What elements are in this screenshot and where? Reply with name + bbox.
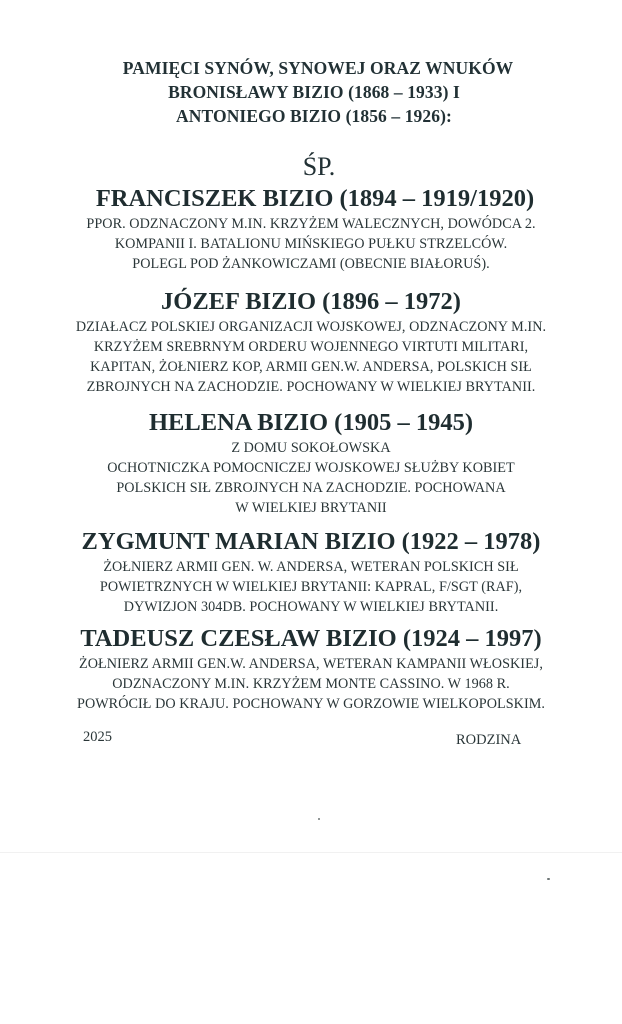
footer-signature: RODZINA [456,732,522,748]
person-entry [0,624,622,714]
person-name: TADEUSZ CZESŁAW BIZIO (1924 – 1997) [80,625,542,652]
person-name: FRANCISZEK BIZIO (1894 – 1919/1920) [95,185,535,212]
description-line: DYWIZJON 304DB. POCHOWANY W WIELKIEJ BRYTANII. [123,599,499,615]
person-description [0,557,622,617]
dedication-header [0,56,622,128]
person-name: HELENA BIZIO (1905 – 1945) [149,409,473,436]
header-line: PAMIĘCI SYNÓW, SYNOWEJ ORAZ WNUKÓW [122,58,514,78]
description-line: POLEGL POD ŻANKOWICZAMI (OBECNIE BIAŁORUŚ). [132,256,490,272]
scan-speck [547,878,550,880]
scan-edge-line [0,852,622,853]
description-line: OCHOTNICZKA POMOCNICZEJ WOJSKOWEJ SŁUŻBY KOBIET [107,460,515,476]
footer-year: 2025 [83,729,112,745]
sp-heading: ŚP. [302,152,336,181]
description-line: ŻOŁNIERZ ARMII GEN. W. ANDERSA, WETERAN POLSKICH SIŁ [103,559,519,575]
header-line: BRONISŁAWY BIZIO (1868 – 1933) I [168,82,460,102]
description-line: ZBROJNYCH NA ZACHODZIE. POCHOWANY W WIELKIEJ BRYTANII. [86,379,536,395]
description-line: W WIELKIEJ BRYTANII [235,500,387,516]
description-line: POWIETRZNYCH W WIELKIEJ BRYTANII: KAPRAL, F/SGT (RAF), [99,579,523,595]
description-line: Z DOMU SOKOŁOWSKA [231,440,391,456]
description-line: ŻOŁNIERZ ARMII GEN.W. ANDERSA, WETERAN KAMPANII WŁOSKIEJ, [79,656,543,672]
person-description [0,317,622,397]
description-line: DZIAŁACZ POLSKIEJ ORGANIZACJI WOJSKOWEJ, ODZNACZONY M.IN. [75,319,547,335]
person-entry [0,184,622,274]
description-line: KOMPANII I. BATALIONU MIŃSKIEGO PUŁKU STRZELCÓW. [114,236,508,252]
description-line: KAPITAN, ŻOŁNIERZ KOP, ARMII GEN.W. ANDERSA, POLSKICH SIŁ [90,359,532,375]
person-description [0,214,622,274]
header-line: ANTONIEGO BIZIO (1856 – 1926): [176,106,452,126]
description-line: POLSKICH SIŁ ZBROJNYCH NA ZACHODZIE. POCHOWANA [116,480,506,496]
person-entry [0,527,622,617]
scan-speck [318,818,320,820]
description-line: PPOR. ODZNACZONY M.IN. KRZYŻEM WALECZNYCH, DOWÓDCA 2. [86,216,536,232]
person-description [0,654,622,714]
person-entry [0,408,622,518]
description-line: POWRÓCIŁ DO KRAJU. POCHOWANY W GORZOWIE WIELKOPOLSKIM. [77,696,545,712]
description-line: KRZYŻEM SREBRNYM ORDERU WOJENNEGO VIRTUTI MILITARI, [93,339,529,355]
person-entry [0,287,622,397]
description-line: ODZNACZONY M.IN. KRZYŻEM MONTE CASSINO. W 1968 R. [112,676,510,692]
person-description [0,438,622,518]
person-name: ZYGMUNT MARIAN BIZIO (1922 – 1978) [81,528,541,555]
person-name: JÓZEF BIZIO (1896 – 1972) [161,288,461,315]
